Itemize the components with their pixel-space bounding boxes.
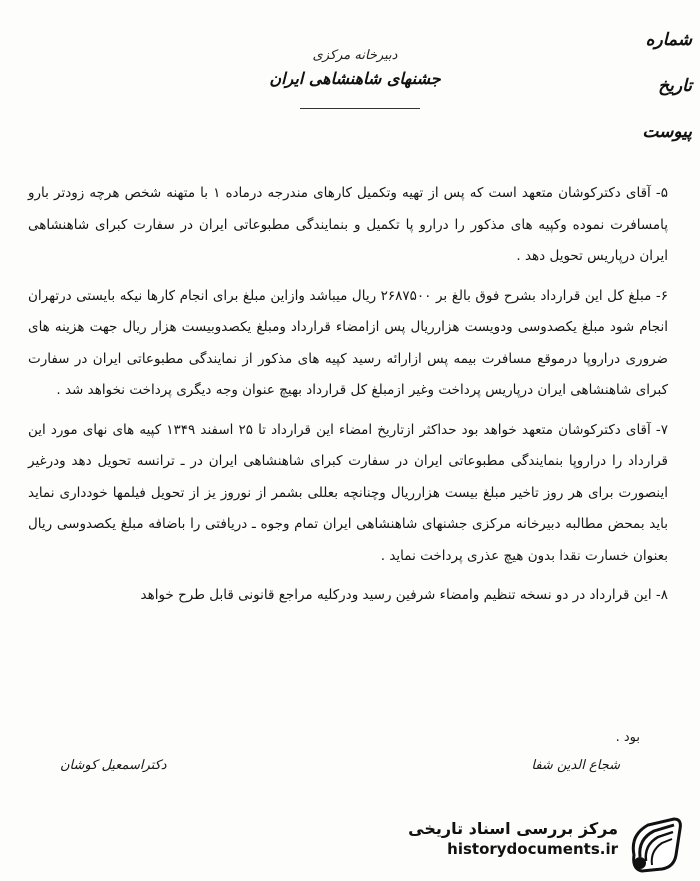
clause-7: ۷- آقای دکترکوشان متعهد خواهد بود حداکثر ازتاریخ امضاء این قرارداد تا ۲۵ اسفند ۱۳۴۹ کپیه های نهای مورد این قرارداد را دراروپا بنمایندگی مطبوعاتی ایران در سفارت کبرای شاهنشاهی ایران در ـ ترانسه تحویل دهد ودرغیر اینصورت برای هر روز تاخیر مبلغ بیست هزارریال وچنانچه بعللی بشمر از نوروز یز از تحویل فیلمها خودداری نماید باید بمحض مطالبه دبیرخانه مرکزی جشنهای شاهنشاهی ایران تمام وجوه ـ دریافتی را باضافه مبلغ یکصدوسی ریال بعنوان خسارت نقدا بدون هیچ عذری پرداخت نماید . <box>28 421 668 564</box>
signature-right: شجاع الدین شفا <box>531 758 620 773</box>
letterhead-organization: جشنهای شاهنشاهی ایران <box>269 69 441 88</box>
clause-8-closing: بود . <box>615 730 640 745</box>
signature-block <box>60 758 620 788</box>
watermark <box>390 813 690 875</box>
signature-left: دکتراسمعیل کوشان <box>60 758 167 773</box>
letterhead <box>240 48 470 88</box>
document-meta-labels <box>632 30 692 168</box>
clause-5: ۵- آقای دکترکوشان متعهد است که پس از تهیه وتکمیل کارهای مندرجه درماده ۱ با متهنه شخص هرچه زودتر بارو پامسافرت نموده وکپیه های مذکور را درارو پا تکمیل و بنمایندگی مطبوعاتی ایران در سفارت کبرای شاهنشاهی ایران درپاریس تحویل دهد . <box>28 185 668 264</box>
date-label: تاریخ <box>658 76 692 96</box>
attachment-label: پیوست <box>642 122 692 142</box>
letterhead-secretariat: دبیرخانه مرکزی <box>312 48 398 63</box>
document-body <box>28 178 668 620</box>
letterhead-underline <box>300 108 420 109</box>
number-label: شماره <box>645 30 692 50</box>
rolled-document-logo-icon <box>626 815 686 873</box>
clause-8: ۸- این قرارداد در دو نسخه تنظیم وامضاء شرفین رسید ودرکلیه مراجع قانونی قابل طرح خواهد <box>140 587 668 603</box>
clause-6: ۶- مبلغ کل این قرارداد بشرح فوق بالغ بر ۲۶۸۷۵۰۰ ریال میباشد وازاین مبلغ برای انجام کارها نیکه بایستی درتهران انجام شود مبلغ یکصدوسی ودویست هزارریال پس ازامضاء قرارداد ومبلغ یکصدوبیست هزار ریال جهت هزینه های ضروری دراروپا درموقع مسافرت بیمه پس ازارائه رسید کپیه های مذکور از نمایندگی مطبوعاتی ایران در سفارت کبرای شاهنشاهی ایران درپاریس پرداخت وغیر ازمبلغ کل قرارداد بهیچ عنوان وجه دیگری پرداخت نخواهد شد . <box>28 287 668 398</box>
watermark-url: historydocuments.ir <box>447 840 618 858</box>
watermark-text <box>408 819 618 858</box>
watermark-title: مرکز بررسی اسناد تاریخی <box>408 819 618 838</box>
